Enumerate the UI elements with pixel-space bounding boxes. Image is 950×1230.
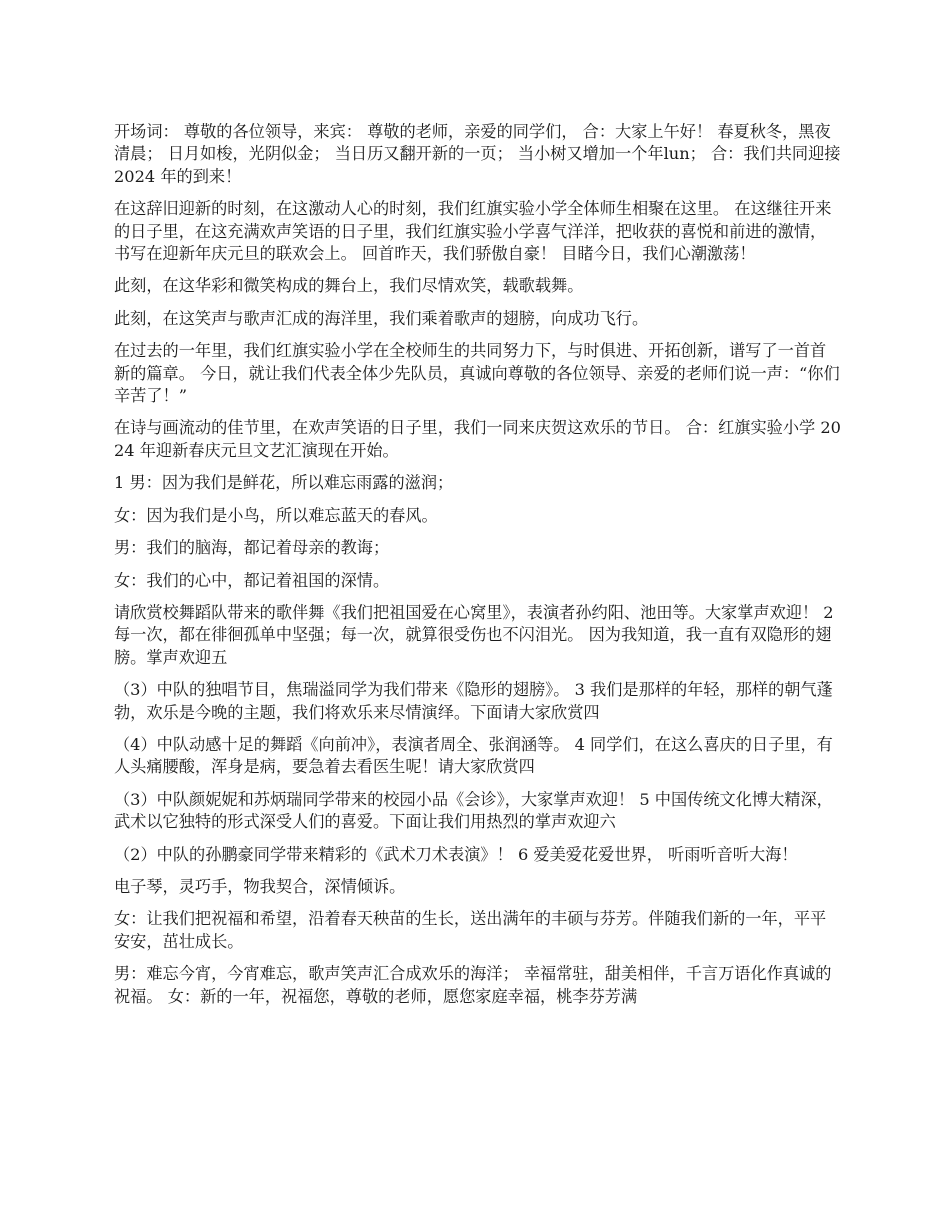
document-body	[114, 121, 842, 1008]
paragraph-line-female: 女：因为我们是小鸟，所以难忘蓝天的春风。	[114, 505, 438, 525]
paragraph-line-female-2: 女：我们的心中，都记着祖国的深情。	[114, 570, 390, 590]
paragraph-closing-male: 男：难忘今宵，今宵难忘，歌声笑声汇合成欢乐的海洋； 幸福常驻，甜美相伴，千言万语化作真诚的祝福。 女：新的一年，祝福您，尊敬的老师，愿您家庭幸福，桃李芬芳满	[114, 964, 832, 1006]
paragraph-opening-remarks: 开场词： 尊敬的各位领导，来宾： 尊敬的老师，亲爱的同学们， 合：大家上午好！ 春夏秋冬，黑夜清晨； 日月如梭，光阴似金； 当日历又翻开新的一页； 当小树又增加一个年lun； 合：我们共同迎接 2024 年的到来！	[114, 122, 841, 186]
paragraph-past-year: 在过去的一年里，我们红旗实验小学在全校师生的共同努力下，与时俱进、开拓创新，谱写了一首首新的篇章。 今日，就让我们代表全体少先队员，真诚向尊敬的各位领导、亲爱的老师们说一声：“你们辛苦了！”	[114, 341, 840, 406]
paragraph-program-3: （4）中队动感十足的舞蹈《向前冲》，表演者周全、张润涵等。 4 同学们，在这么喜庆的日子里，有人头痛腰酸，浑身是病，要急着去看医生呢！请大家欣赏四	[114, 734, 833, 777]
paragraph-program-5: （2）中队的孙鹏豪同学带来精彩的《武术刀术表演》！ 6 爱美爱花爱世界， 听雨听音听大海！	[114, 844, 798, 864]
paragraph-line-1-male: 1 男：因为我们是鲜花，所以难忘雨露的滋润；	[114, 473, 454, 493]
paragraph-show-start: 在诗与画流动的佳节里，在欢声笑语的日子里，我们一同来庆贺这欢乐的节日。 合：红旗实验小学 2024 年迎新春庆元旦文艺汇演现在开始。	[114, 418, 841, 460]
paragraph-stage: 此刻，在这华彩和微笑构成的舞台上，我们尽情欢笑，载歌载舞。	[114, 276, 584, 296]
paragraph-program-4: （3）中队颜妮妮和苏炳瑞同学带来的校园小品《会诊》，大家掌声欢迎！ 5 中国传统文化博大精深，武术以它独特的形式深受人们的喜爱。下面让我们用热烈的掌声欢迎六	[114, 789, 833, 832]
paragraph-line-male: 男：我们的脑海，都记着母亲的教诲；	[114, 538, 390, 558]
paragraph-ocean-of-song: 此刻，在这笑声与歌声汇成的海洋里，我们乘着歌声的翅膀，向成功飞行。	[114, 308, 649, 328]
paragraph-program-1: 请欣赏校舞蹈队带来的歌伴舞《我们把祖国爱在心窝里》，表演者孙约阳、池田等。大家掌声欢迎！ 2 每一次，都在徘徊孤单中坚强；每一次，就算很受伤也不闪泪光。 因为我知道，我一直有双隐形的翅膀。掌声欢迎五	[114, 602, 834, 667]
paragraph-program-2: （3）中队的独唱节目，焦瑞溢同学为我们带来《隐形的翅膀》。 3 我们是那样的年轻，那样的朝气蓬勃，欢乐是今晚的主题，我们将欢乐来尽情演绎。下面请大家欣赏四	[114, 680, 833, 722]
paragraph-new-year-gathering: 在这辞旧迎新的时刻，在这激动人心的时刻，我们红旗实验小学全体师生相聚在这里。 在这继往开来的日子里，在这充满欢声笑语的日子里，我们红旗实验小学喜气洋洋，把收获的喜悦和前进的激情，书写在迎新年庆元旦的联欢会上。 回首昨天，我们骄傲自豪！ 目睹今日，我们心潮激荡！	[114, 199, 832, 264]
paragraph-closing-female: 女：让我们把祝福和希望，沿着春天秧苗的生长，送出满年的丰硕与芬芳。伴随我们新的一年，平平安安，茁壮成长。	[114, 909, 827, 951]
paragraph-keyboard: 电子琴，灵巧手，物我契合，深情倾诉。	[114, 876, 406, 896]
